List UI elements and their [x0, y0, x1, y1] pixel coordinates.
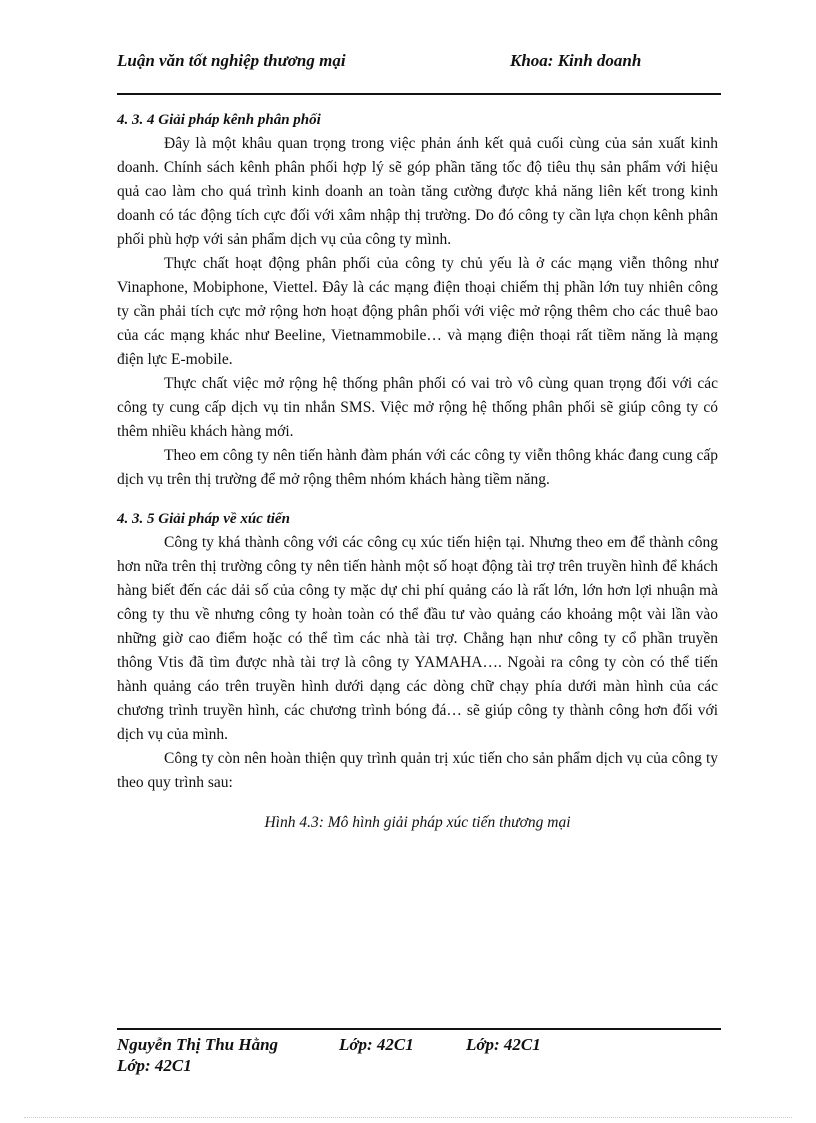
- header-faculty: Khoa: Kinh doanh: [510, 51, 642, 70]
- footer: [117, 1034, 721, 1076]
- page-edge-divider: [24, 1117, 792, 1118]
- footer-class: Lớp: 42C1: [117, 1056, 192, 1075]
- figure-caption: Hình 4.3: Mô hình giải pháp xúc tiến thương mại: [264, 814, 571, 831]
- paragraph: Theo em công ty nên tiến hành đàm phán với các công ty viễn thông khác đang cung cấp dịch vụ trên thị trường để mở rộng thêm nhóm khách hàng tiềm năng.: [117, 447, 718, 488]
- section-gap: [117, 492, 718, 507]
- paragraph: Công ty còn nên hoàn thiện quy trình quản trị xúc tiến cho sản phẩm dịch vụ của công ty theo quy trình sau:: [117, 750, 718, 791]
- footer-class: Lớp: 42C1: [339, 1035, 414, 1054]
- paragraph: Thực chất việc mở rộng hệ thống phân phối có vai trò vô cùng quan trọng đối với các công ty cung cấp dịch vụ tin nhắn SMS. Việc mở rộng hệ thống phân phối sẽ giúp công ty có thêm nhiều khách hàng mới.: [117, 375, 718, 440]
- header-rule: [117, 93, 721, 95]
- paragraph: Thực chất hoạt động phân phối của công ty chủ yếu là ở các mạng viễn thông như Vinaphone, Mobiphone, Viettel. Đây là các mạng điện thoại chiếm thị phần lớn tuy nhiên công ty cần phải tích cực mở rộng hơn hoạt động phân phối với việc mở rộng thêm cho các thuê bao của các mạng khác như Beeline, Vietnammobile… và mạng điện thoại rất tiềm năng là mạng điện lực E-mobile.: [117, 255, 718, 368]
- header-thesis-title: Luận văn tốt nghiệp thương mại: [117, 51, 346, 70]
- footer-rule: [117, 1028, 721, 1030]
- footer-class: Lớp: 42C1: [466, 1035, 541, 1054]
- paragraph: Công ty khá thành công với các công cụ xúc tiến hiện tại. Nhưng theo em để thành công hơn nữa trên thị trường công ty nên tiến hành một số hoạt động tài trợ trên truyền hình để khách hàng biết đến các dải số của công ty mặc dự chi phí quảng cáo là rất lớn, lớn hơn lợi nhuận mà công ty thu về nhưng công ty hoàn toàn có thể đầu tư vào quảng cáo khoảng một vài lần vào những giờ cao điểm hoặc có thể tìm các nhà tài trợ. Chẳng hạn như công ty cổ phần truyền thông Vtis đã tìm được nhà tài trợ là công ty YAMAHA…. Ngoài ra công ty còn có thể tiến hành quảng cáo trên truyền hình dưới dạng các dòng chữ chạy phía dưới màn hình của các chương trình truyền hình, các chương trình bóng đá… sẽ giúp công ty thành công hơn đối với dịch vụ của mình.: [117, 534, 718, 743]
- footer-author: Nguyễn Thị Thu Hằng: [117, 1035, 279, 1054]
- section-heading-promotion: 4. 3. 5 Giải pháp về xúc tiến: [117, 511, 290, 527]
- paragraph: Đây là một khâu quan trọng trong việc phản ánh kết quả cuối cùng của sản xuất kinh doanh. Chính sách kênh phân phối hợp lý sẽ góp phần tăng tốc độ tiêu thụ sản phẩm với hiệu quả cao làm cho quá trình kinh doanh an toàn tăng cường được khả năng liên kết trong kinh doanh có tác động tích cực đối với xâm nhập thị trường. Do đó công ty cần lựa chọn kênh phân phối phù hợp với sản phẩm dịch vụ của công ty mình.: [117, 135, 718, 248]
- page-body: [117, 108, 718, 835]
- section-heading-distribution: 4. 3. 4 Giải pháp kênh phân phối: [117, 112, 321, 128]
